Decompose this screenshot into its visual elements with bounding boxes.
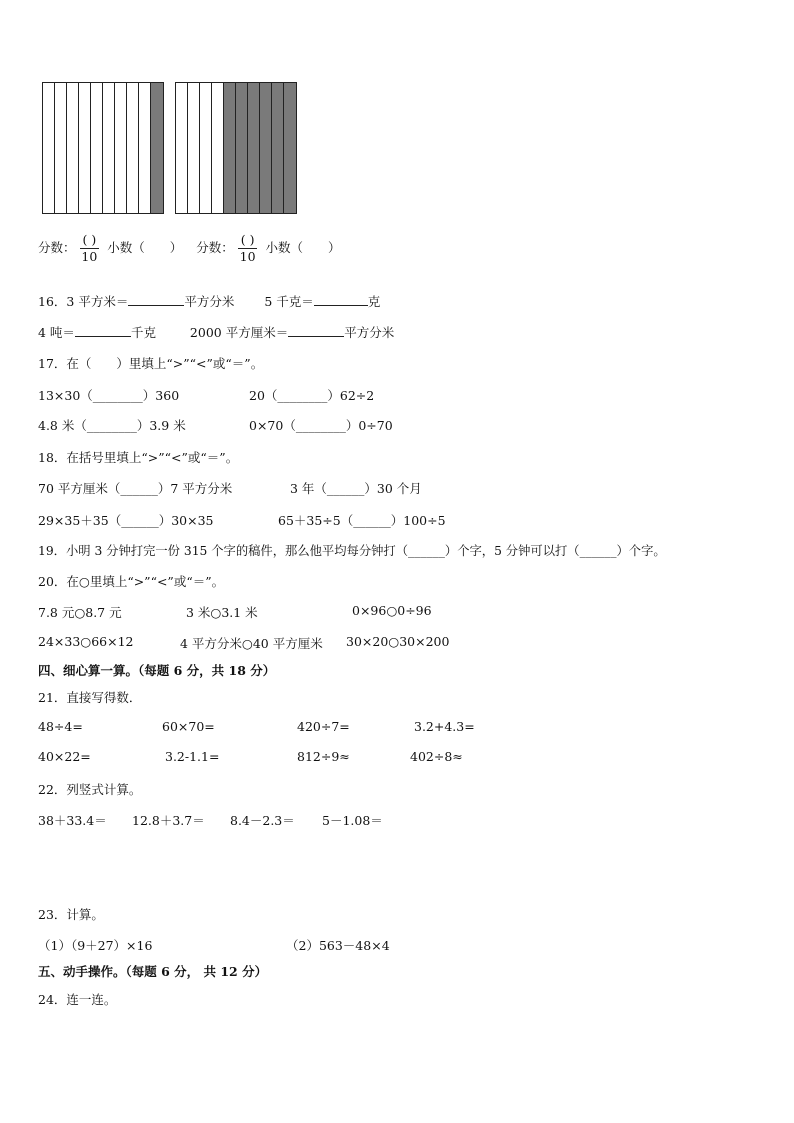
q16-text: 16．3 平方米＝ (38, 294, 129, 309)
unshaded-column (67, 83, 79, 213)
fraction-denominator: 10 (81, 249, 98, 264)
q18-item[interactable]: 3 年（______）30 个月 (290, 481, 422, 496)
q18-title: 18．在括号里填上“>”“<”或“＝”。 (38, 450, 239, 465)
unshaded-column (127, 83, 139, 213)
q18-item[interactable]: 70 平方厘米（______）7 平方分米 (38, 481, 233, 496)
answer-blank[interactable] (128, 293, 184, 306)
q21-item[interactable]: 420÷7= (297, 719, 350, 734)
q22-item[interactable]: 12.8＋3.7＝ (132, 813, 205, 828)
q21-item[interactable]: 812÷9≈ (297, 749, 350, 764)
q23-item[interactable]: （2）563－48×4 (286, 938, 390, 953)
fraction-right (238, 232, 258, 265)
unshaded-column (79, 83, 91, 213)
q20-title: 20．在○里填上“>”“<”或“＝”。 (38, 574, 225, 589)
q22-title: 22．列竖式计算。 (38, 782, 142, 797)
q17-item[interactable]: 0×70（________）0÷70 (249, 418, 393, 433)
shaded-column (151, 83, 163, 213)
q21-item[interactable]: 3.2+4.3= (414, 719, 475, 734)
shaded-column (260, 83, 272, 213)
fraction-left (80, 232, 100, 265)
q20-item[interactable]: 3 米○3.1 米 (186, 605, 258, 620)
unshaded-column (200, 83, 212, 213)
unshaded-column (176, 83, 188, 213)
unshaded-column (115, 83, 127, 213)
q16-text: 4 吨＝ (38, 325, 75, 340)
q16-line2 (38, 323, 394, 341)
decimal-label-left[interactable]: 小数（ ） (107, 240, 183, 255)
fraction-denominator: 10 (239, 249, 256, 264)
q23-title: 23．计算。 (38, 907, 104, 922)
q20-item[interactable]: 0×96○0÷96 (352, 603, 432, 618)
answer-blank[interactable] (314, 293, 368, 306)
fraction-label-left: 分数： (38, 240, 76, 255)
q17-item[interactable]: 13×30（________）360 (38, 388, 180, 403)
grid-caption (38, 232, 340, 265)
q21-item[interactable]: 60×70= (162, 719, 215, 734)
unshaded-column (55, 83, 67, 213)
shaded-column (272, 83, 284, 213)
q19-text[interactable]: 19．小明 3 分钟打完一份 315 个字的稿件，那么他平均每分钟打（______）个字，5 分钟可以打（______）个字。 (38, 544, 666, 558)
unshaded-column (212, 83, 224, 213)
answer-blank[interactable] (288, 324, 344, 337)
shaded-column (248, 83, 260, 213)
q16-line1 (38, 292, 380, 310)
section-heading: 五、动手操作。（每题 6 分， 共 12 分） (38, 964, 268, 979)
unshaded-column (188, 83, 200, 213)
q20-item[interactable]: 7.8 元○8.7 元 (38, 605, 122, 620)
answer-blank[interactable] (75, 324, 131, 337)
fraction-label-right: 分数： (196, 240, 234, 255)
unshaded-column (91, 83, 103, 213)
q21-title: 21．直接写得数． (38, 690, 142, 705)
q16-text: 平方分米 (184, 294, 235, 309)
shaded-column (224, 83, 236, 213)
fraction-numerator[interactable]: ( ) (80, 232, 100, 249)
unshaded-column (139, 83, 151, 213)
q21-item[interactable]: 402÷8≈ (410, 749, 463, 764)
q23-item[interactable]: （1）（9＋27）×16 (38, 938, 153, 953)
q22-item[interactable]: 38＋33.4＝ (38, 813, 107, 828)
q17-item[interactable]: 20（________）62÷2 (249, 388, 375, 403)
q20-item[interactable]: 4 平方分米○40 平方厘米 (180, 636, 323, 651)
shaded-column (284, 83, 296, 213)
q16-text: 5 千克＝ (264, 294, 314, 309)
q18-item[interactable]: 65＋35÷5（______）100÷5 (278, 513, 446, 528)
q18-item[interactable]: 29×35＋35（______）30×35 (38, 513, 214, 528)
q16-text: 千克 (130, 325, 156, 340)
right-shaded-grid (175, 82, 297, 214)
unshaded-column (43, 83, 55, 213)
q17-title: 17．在（ ）里填上“>”“<”或“＝”。 (38, 356, 264, 371)
q21-item[interactable]: 3.2-1.1= (165, 749, 220, 764)
q16-text: 克 (367, 294, 381, 309)
shaded-column (236, 83, 248, 213)
q16-text: 2000 平方厘米＝ (189, 325, 289, 340)
unshaded-column (103, 83, 115, 213)
fraction-numerator[interactable]: ( ) (238, 232, 258, 249)
decimal-label-right[interactable]: 小数（ ） (265, 240, 341, 255)
q22-item[interactable]: 8.4－2.3＝ (230, 813, 295, 828)
section-heading: 四、细心算一算。（每题 6 分，共 18 分） (38, 663, 276, 678)
q21-item[interactable]: 48÷4= (38, 719, 83, 734)
q17-item[interactable]: 4.8 米（________）3.9 米 (38, 418, 186, 433)
q21-item[interactable]: 40×22= (38, 749, 91, 764)
q24-title: 24．连一连。 (38, 992, 117, 1007)
left-shaded-grid (42, 82, 164, 214)
q16-text: 平方分米 (344, 325, 395, 340)
q20-item[interactable]: 24×33○66×12 (38, 634, 134, 649)
q20-item[interactable]: 30×20○30×200 (346, 634, 450, 649)
q22-item[interactable]: 5－1.08＝ (322, 813, 383, 828)
